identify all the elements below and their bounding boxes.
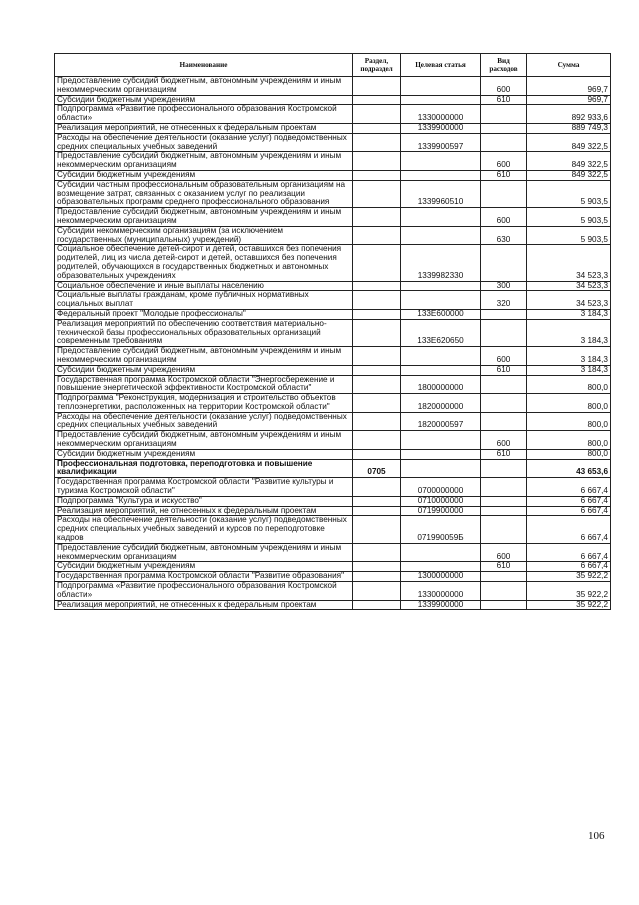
table-row [55, 105, 611, 124]
cell-type: 300 [481, 281, 527, 291]
cell-section [353, 572, 401, 582]
cell-section [353, 133, 401, 152]
cell-name: Подпрограмма "Культура и искусство" [55, 496, 353, 506]
table-row [55, 123, 611, 133]
cell-type: 610 [481, 170, 527, 180]
cell-section: 0705 [353, 459, 401, 478]
cell-target: 0710000000 [401, 496, 481, 506]
cell-target: 0700000000 [401, 478, 481, 497]
cell-section [353, 245, 401, 281]
cell-sum: 34 523,3 [527, 291, 611, 310]
cell-sum: 800,0 [527, 394, 611, 413]
cell-name: Субсидии бюджетным учреждениям [55, 95, 353, 105]
cell-section [353, 506, 401, 516]
header-sum: Сумма [527, 54, 611, 77]
cell-sum: 35 922,2 [527, 582, 611, 601]
header-target: Целевая статья [401, 54, 481, 77]
table-row [55, 180, 611, 207]
cell-section [353, 123, 401, 133]
cell-type [481, 319, 527, 346]
header-name: Наименование [55, 54, 353, 77]
cell-name: Субсидии бюджетным учреждениям [55, 365, 353, 375]
cell-name: Субсидии бюджетным учреждениям [55, 562, 353, 572]
cell-sum: 892 933,6 [527, 105, 611, 124]
cell-section [353, 77, 401, 96]
cell-type [481, 600, 527, 610]
cell-sum: 969,7 [527, 95, 611, 105]
cell-target [401, 431, 481, 450]
cell-type [481, 309, 527, 319]
table-row [55, 365, 611, 375]
cell-type [481, 516, 527, 543]
cell-name: Субсидии бюджетным учреждениям [55, 170, 353, 180]
cell-name: Государственная программа Костромской области "Развитие культуры и туризма Костромской области" [55, 478, 353, 497]
cell-name: Профессиональная подготовка, переподготовка и повышение квалификации [55, 459, 353, 478]
cell-type: 600 [481, 431, 527, 450]
cell-type [481, 375, 527, 394]
table-row [55, 208, 611, 227]
cell-target: 1339960510 [401, 180, 481, 207]
cell-name: Подпрограмма «Развитие профессионального образования Костромской области» [55, 582, 353, 601]
table-row [55, 582, 611, 601]
cell-sum: 6 667,4 [527, 543, 611, 562]
cell-type [481, 133, 527, 152]
cell-name: Расходы на обеспечение деятельности (оказание услуг) подведомственных средних специальных учебных заведений и курсов по переподготовке кадров [55, 516, 353, 543]
cell-name: Субсидии частным профессиональным образовательным организациям на возмещение затрат, связанных с оказанием услуг по реализации образовательных программ среднего профессионального образования [55, 180, 353, 207]
table-row [55, 347, 611, 366]
cell-type: 600 [481, 77, 527, 96]
cell-sum: 6 667,4 [527, 562, 611, 572]
table-row [55, 412, 611, 431]
cell-sum: 6 667,4 [527, 506, 611, 516]
table-row [55, 543, 611, 562]
cell-target [401, 449, 481, 459]
cell-sum: 3 184,3 [527, 347, 611, 366]
cell-section [353, 496, 401, 506]
cell-name: Государственная программа Костромской области "Энергосбережение и повышение энергетической эффективности Костромской области" [55, 375, 353, 394]
cell-name: Реализация мероприятий по обеспечению соответствия материально-технической базы профессиональных образовательных организаций современным требованиям [55, 319, 353, 346]
cell-type: 610 [481, 95, 527, 105]
cell-section [353, 319, 401, 346]
cell-section [353, 431, 401, 450]
table-row [55, 375, 611, 394]
table-row [55, 478, 611, 497]
cell-type [481, 123, 527, 133]
cell-name: Предоставление субсидий бюджетным, автономным учреждениям и иным некоммерческим организациям [55, 152, 353, 171]
cell-name: Предоставление субсидий бюджетным, автономным учреждениям и иным некоммерческим организациям [55, 543, 353, 562]
cell-target: 1820000597 [401, 412, 481, 431]
cell-target: 133Е620650 [401, 319, 481, 346]
table-row [55, 394, 611, 413]
cell-name: Предоставление субсидий бюджетным, автономным учреждениям и иным некоммерческим организациям [55, 77, 353, 96]
table-row [55, 226, 611, 245]
cell-sum: 849 322,5 [527, 133, 611, 152]
cell-target [401, 170, 481, 180]
header-section: Раздел, подраздел [353, 54, 401, 77]
cell-type: 610 [481, 562, 527, 572]
cell-type: 630 [481, 226, 527, 245]
cell-target [401, 95, 481, 105]
cell-target [401, 365, 481, 375]
cell-type [481, 478, 527, 497]
cell-type: 600 [481, 347, 527, 366]
cell-name: Предоставление субсидий бюджетным, автономным учреждениям и иным некоммерческим организациям [55, 347, 353, 366]
cell-section [353, 152, 401, 171]
cell-section [353, 412, 401, 431]
cell-sum: 3 184,3 [527, 319, 611, 346]
cell-sum: 849 322,5 [527, 152, 611, 171]
cell-type [481, 496, 527, 506]
cell-section [353, 347, 401, 366]
cell-name: Государственная программа Костромской области "Развитие образования" [55, 572, 353, 582]
cell-target: 1339900597 [401, 133, 481, 152]
cell-section [353, 309, 401, 319]
cell-target: 1800000000 [401, 375, 481, 394]
cell-target [401, 226, 481, 245]
cell-name: Реализация мероприятий, не отнесенных к федеральным проектам [55, 506, 353, 516]
cell-section [353, 449, 401, 459]
cell-section [353, 291, 401, 310]
cell-type [481, 582, 527, 601]
cell-type [481, 459, 527, 478]
cell-name: Социальное обеспечение детей-сирот и детей, оставшихся без попечения родителей, лиц из числа детей-сирот и детей, оставшихся без попечения родителей, обучающихся в государственных бюджетных и автономных образовательных учреждениях [55, 245, 353, 281]
cell-target: 1339900000 [401, 123, 481, 133]
cell-sum: 889 749,3 [527, 123, 611, 133]
cell-name: Предоставление субсидий бюджетным, автономным учреждениям и иным некоммерческим организациям [55, 431, 353, 450]
cell-section [353, 170, 401, 180]
cell-type: 610 [481, 365, 527, 375]
cell-sum: 34 523,3 [527, 281, 611, 291]
cell-target [401, 208, 481, 227]
table-body [55, 77, 611, 610]
cell-sum: 35 922,2 [527, 572, 611, 582]
cell-target: 1820000000 [401, 394, 481, 413]
cell-name: Федеральный проект "Молодые профессионалы" [55, 309, 353, 319]
cell-type [481, 572, 527, 582]
table-row [55, 152, 611, 171]
cell-section [353, 394, 401, 413]
budget-table [54, 53, 611, 610]
cell-sum: 35 922,2 [527, 600, 611, 610]
cell-section [353, 562, 401, 572]
cell-section [353, 600, 401, 610]
table-row [55, 496, 611, 506]
cell-sum: 34 523,3 [527, 245, 611, 281]
table-row [55, 133, 611, 152]
cell-sum: 6 667,4 [527, 478, 611, 497]
cell-section [353, 208, 401, 227]
cell-target [401, 459, 481, 478]
cell-sum: 800,0 [527, 375, 611, 394]
cell-type: 610 [481, 449, 527, 459]
table-row [55, 459, 611, 478]
cell-sum: 5 903,5 [527, 208, 611, 227]
cell-name: Социальные выплаты гражданам, кроме публичных нормативных социальных выплат [55, 291, 353, 310]
cell-section [353, 180, 401, 207]
cell-target [401, 291, 481, 310]
cell-target: 1300000000 [401, 572, 481, 582]
table-row [55, 170, 611, 180]
cell-name: Подпрограмма «Развитие профессионального образования Костромской области» [55, 105, 353, 124]
header-type: Вид расходов [481, 54, 527, 77]
cell-section [353, 516, 401, 543]
cell-name: Субсидии бюджетным учреждениям [55, 449, 353, 459]
cell-sum: 849 322,5 [527, 170, 611, 180]
cell-target [401, 77, 481, 96]
cell-section [353, 105, 401, 124]
cell-type: 600 [481, 543, 527, 562]
cell-target: 071990059Б [401, 516, 481, 543]
table-header-row [55, 54, 611, 77]
cell-section [353, 95, 401, 105]
cell-type [481, 394, 527, 413]
cell-target: 1330000000 [401, 582, 481, 601]
cell-section [353, 226, 401, 245]
table-row [55, 319, 611, 346]
table-row [55, 291, 611, 310]
table-row [55, 449, 611, 459]
cell-type [481, 245, 527, 281]
cell-sum: 6 667,4 [527, 496, 611, 506]
cell-name: Реализация мероприятий, не отнесенных к федеральным проектам [55, 123, 353, 133]
cell-type [481, 105, 527, 124]
cell-sum: 6 667,4 [527, 516, 611, 543]
table-row [55, 245, 611, 281]
table-row [55, 600, 611, 610]
cell-section [353, 478, 401, 497]
cell-name: Реализация мероприятий, не отнесенных к федеральным проектам [55, 600, 353, 610]
cell-section [353, 543, 401, 562]
cell-target: 0719900000 [401, 506, 481, 516]
cell-target: 1339982330 [401, 245, 481, 281]
cell-target [401, 543, 481, 562]
cell-section [353, 281, 401, 291]
cell-target: 1330000000 [401, 105, 481, 124]
cell-sum: 969,7 [527, 77, 611, 96]
cell-name: Социальное обеспечение и иные выплаты населению [55, 281, 353, 291]
cell-name: Расходы на обеспечение деятельности (оказание услуг) подведомственных средних специальных учебных заведений [55, 412, 353, 431]
cell-name: Субсидии некоммерческим организациям (за исключением государственных (муниципальных) учреждений) [55, 226, 353, 245]
cell-section [353, 582, 401, 601]
page-number: 106 [588, 830, 605, 842]
cell-sum: 3 184,3 [527, 309, 611, 319]
cell-type: 600 [481, 208, 527, 227]
cell-sum: 800,0 [527, 449, 611, 459]
cell-target [401, 281, 481, 291]
cell-target: 133Е600000 [401, 309, 481, 319]
cell-target [401, 347, 481, 366]
cell-name: Подпрограмма "Реконструкция, модернизация и строительство объектов теплоэнергетики, расположенных на территории Костромской области" [55, 394, 353, 413]
cell-sum: 5 903,5 [527, 180, 611, 207]
cell-target [401, 152, 481, 171]
cell-type [481, 506, 527, 516]
table-row [55, 77, 611, 96]
cell-sum: 43 653,6 [527, 459, 611, 478]
cell-type [481, 180, 527, 207]
table-row [55, 431, 611, 450]
cell-type: 600 [481, 152, 527, 171]
cell-name: Предоставление субсидий бюджетным, автономным учреждениям и иным некоммерческим организациям [55, 208, 353, 227]
cell-name: Расходы на обеспечение деятельности (оказание услуг) подведомственных средних специальных учебных заведений [55, 133, 353, 152]
table-row [55, 309, 611, 319]
cell-sum: 800,0 [527, 431, 611, 450]
cell-sum: 5 903,5 [527, 226, 611, 245]
cell-sum: 3 184,3 [527, 365, 611, 375]
cell-type [481, 412, 527, 431]
cell-section [353, 365, 401, 375]
cell-section [353, 375, 401, 394]
cell-type: 320 [481, 291, 527, 310]
cell-sum: 800,0 [527, 412, 611, 431]
cell-target: 1339900000 [401, 600, 481, 610]
table-row [55, 516, 611, 543]
